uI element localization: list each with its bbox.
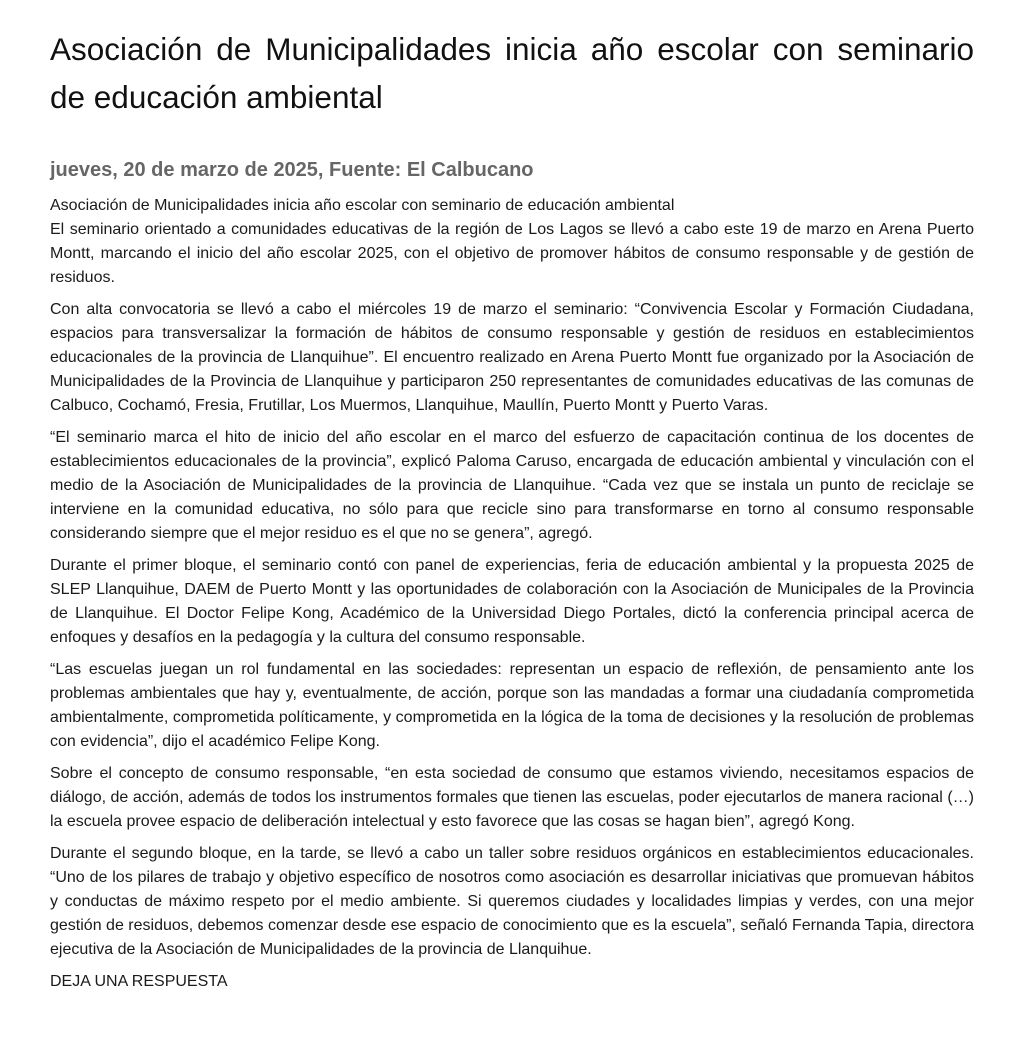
article-paragraph: Sobre el concepto de consumo responsable, “en esta sociedad de consumo que estamos viviendo, necesitamos espacios de diálogo, de acción, además de todos los instrumentos formales que tienen las escuelas, poder ejecutarlos de manera racional (…) la escuela provee espacio de deliberación intelectual y esto favorece que las cosas se hagan bien”, agregó Kong. [50, 765, 974, 830]
article-title: Asociación de Municipalidades inicia año escolar con seminario de educación ambiental [50, 31, 974, 115]
reply-heading: DEJA UNA RESPUESTA [50, 973, 228, 990]
article-date-source: jueves, 20 de marzo de 2025, Fuente: El Calbucano [50, 159, 534, 181]
article-paragraph: “Las escuelas juegan un rol fundamental en las sociedades: representan un espacio de reflexión, de pensamiento ante los problemas ambientales que hay y, eventualmente, de acción, porque son las mandadas a formar una ciudadanía comprometida ambientalmente, comprometida políticamente, y comprometida en la lógica de la toma de decisiones y la resolución de problemas con evidencia”, dijo el académico Felipe Kong. [50, 661, 974, 750]
article-paragraph: “El seminario marca el hito de inicio del año escolar en el marco del esfuerzo de capacitación continua de los docentes de establecimientos educacionales de la provincia”, explicó Paloma Caruso, encargada de educación ambiental y vinculación con el medio de la Asociación de Municipalidades de la provincia de Llanquihue. “Cada vez que se instala un punto de reciclaje se interviene en la comunidad educativa, no sólo para que recicle sino para transformarse en torno al consumo responsable considerando siempre que el mejor residuo es el que no se genera”, agregó. [50, 429, 974, 542]
article-paragraph: Con alta convocatoria se llevó a cabo el miércoles 19 de marzo el seminario: “Convivencia Escolar y Formación Ciudadana, espacios para transversalizar la formación de hábitos de consumo responsable y gestión de residuos en establecimientos educacionales de la provincia de Llanquihue”. El encuentro realizado en Arena Puerto Montt fue organizado por la Asociación de Municipalidades de la Provincia de Llanquihue y participaron 250 representantes de comunidades educativas de las comunas de Calbuco, Cochamó, Fresia, Frutillar, Los Muermos, Llanquihue, Maullín, Puerto Montt y Puerto Varas. [50, 301, 974, 414]
article-lead: Asociación de Municipalidades inicia año escolar con seminario de educación ambiental [50, 197, 675, 214]
article-body [50, 218, 974, 962]
article-paragraph: El seminario orientado a comunidades educativas de la región de Los Lagos se llevó a cabo este 19 de marzo en Arena Puerto Montt, marcando el inicio del año escolar 2025, con el objetivo de promover hábitos de consumo responsable y de gestión de residuos. [50, 221, 974, 286]
article-paragraph: Durante el primer bloque, el seminario contó con panel de experiencias, feria de educación ambiental y la propuesta 2025 de SLEP Llanquihue, DAEM de Puerto Montt y las oportunidades de colaboración con la Asociación de Municipales de la Provincia de Llanquihue. El Doctor Felipe Kong, Académico de la Universidad Diego Portales, dictó la conferencia principal acerca de enfoques y desafíos en la pedagogía y la cultura del consumo responsable. [50, 557, 974, 646]
article-paragraph: Durante el segundo bloque, en la tarde, se llevó a cabo un taller sobre residuos orgánicos en establecimientos educacionales. “Uno de los pilares de trabajo y objetivo específico de nosotros como asociación es desarrollar iniciativas que promuevan hábitos y conductas de máximo respeto por el medio ambiente. Si queremos ciudades y localidades limpias y verdes, con una mejor gestión de residuos, debemos comenzar desde ese espacio de conocimiento que es la escuela”, señaló Fernanda Tapia, directora ejecutiva de la Asociación de Municipalidades de la provincia de Llanquihue. [50, 845, 974, 958]
article [50, 0, 974, 994]
